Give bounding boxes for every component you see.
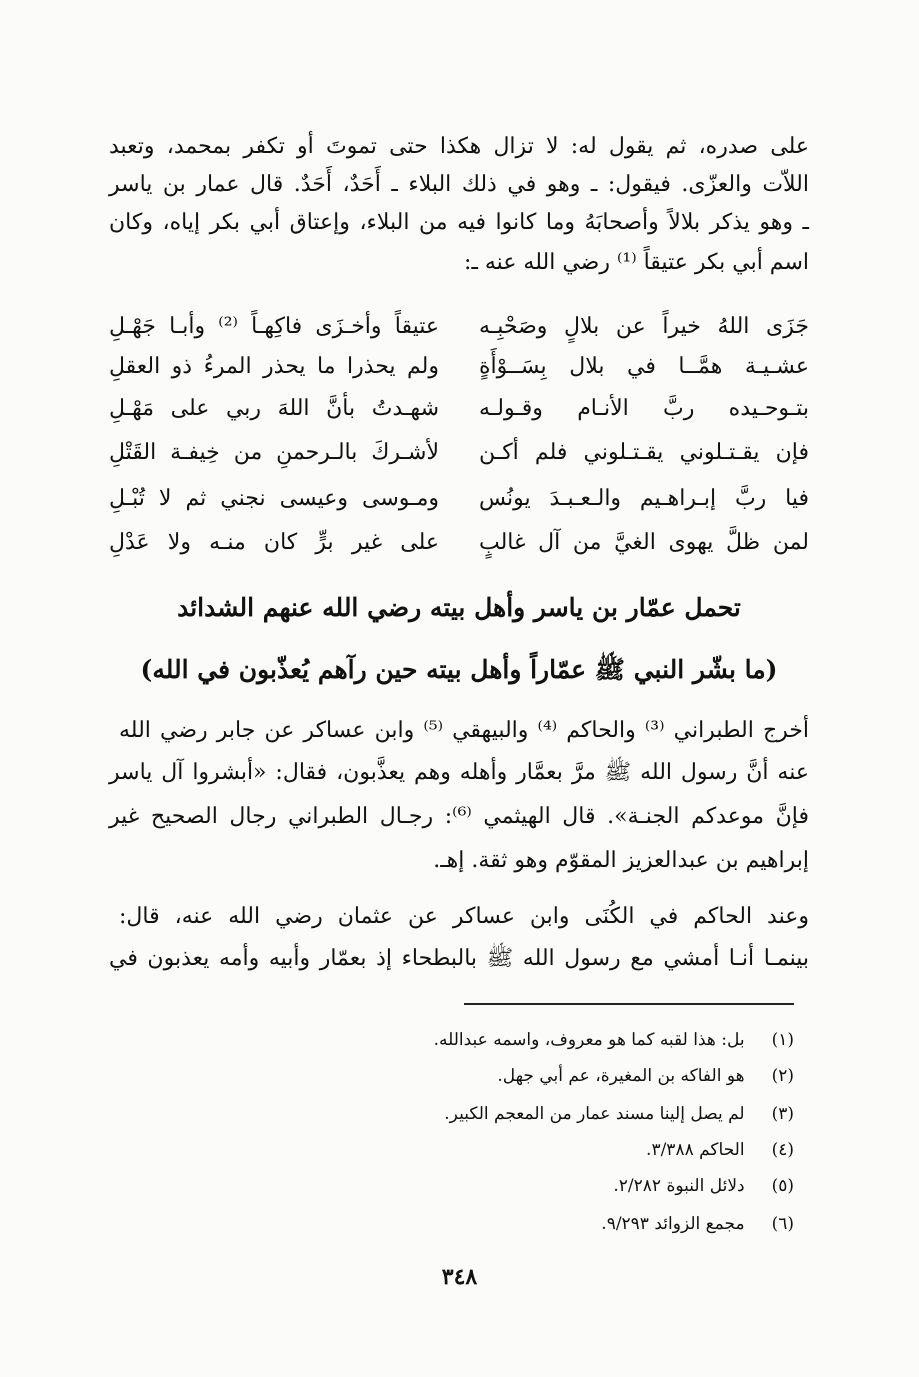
poem-second-hemistich: شهـدتُ بأنَّ اللهَ ربي على مَهْـلِ [109, 396, 439, 421]
footnote-text: هو الفاكه بن المغيرة، عم أبي جهل. [497, 1066, 745, 1086]
body-line: إبراهيم بن عبدالعزيز المقوّم وهو ثقة. إهـ. [433, 848, 809, 873]
footnote-number: (٤) [771, 1140, 794, 1160]
footnote [114, 1024, 794, 1056]
body-line: فإنَّ موعدكم الجنـة». قال الهيثمي ⁽⁶⁾: رجـال الطبراني رجال الصحيح غير [109, 804, 809, 829]
poem-first-hemistich: بتـوحـيده ربَّ الأنـام وقـولـه [479, 396, 809, 421]
footnote [114, 1208, 794, 1240]
poem-second-hemistich: على غير برٍّ كان منـه ولا عَدْلِ [109, 530, 439, 555]
footnote-number: (٣) [771, 1104, 794, 1124]
footnote-text: مجمع الزوائد ٩/٢٩٣. [601, 1214, 745, 1234]
footnote-text: دلائل النبوة ٢/٢٨٢. [613, 1176, 745, 1196]
poem-first-hemistich: لمن ظلَّ يهوى الغيَّ من آل غالبٍ [479, 530, 809, 555]
poem-verse [109, 308, 809, 346]
body-line: عنه أنَّ رسول الله ﷺ مرَّ بعمَّار وأهله وهم يعذَّبون، فقال: «أبشروا آل ياسر [109, 760, 809, 785]
body-line: بينمـا أنـا أمشي مع رسول الله ﷺ بالبطحاء إذ بعمّار وأبيه وأمه يعذبون في [109, 946, 809, 971]
body-line: اللاّت والعزّى. فيقول: ـ وهو في ذلك البلاء ـ أَحَدٌ، أَحَدٌ. قال عمار بن ياسر [109, 172, 809, 197]
poem-first-hemistich: جَزَى اللهُ خيراً عن بلالٍ وصَحْبِـه [479, 314, 809, 339]
poem-verse [109, 348, 809, 386]
footnote-text: لم يصل إلينا مسند عمار من المعجم الكبير. [444, 1104, 745, 1124]
poem-verse [109, 524, 809, 562]
body-line: اسم أبي بكر عتيقاً ⁽¹⁾ رضي الله عنه ـ: [464, 250, 809, 275]
section-title: تحمل عمّار بن ياسر وأهل بيته رضي الله عنهم الشدائد [177, 593, 741, 622]
section-subtitle: (ما بشّر النبي ﷺ عمّاراً وأهل بيته حين رآهم يُعذّبون في الله) [140, 655, 778, 684]
poem-second-hemistich: لأشـركَ بالـرحمنِ من خِيفـة القَتْلِ [109, 440, 439, 465]
footnote-text: بل: هذا لقبه كما هو معروف، واسمه عبدالله. [433, 1030, 745, 1050]
footnote-number: (١) [771, 1030, 794, 1050]
page-number: ٣٤٨ [441, 1264, 478, 1290]
poem-verse [109, 434, 809, 472]
poem-second-hemistich: ولم يحذرا ما يحذر المرءُ ذو العقلِ [109, 354, 439, 379]
poem-second-hemistich: ومـوسى وعيسى نجني ثم لا تُبْـلِ [109, 486, 439, 511]
footnote [114, 1098, 794, 1130]
poem-first-hemistich: فإن يقـتـلوني يقـتـلوني فلم أكـن [479, 440, 809, 465]
body-line: وعند الحاكم في الكُنَى وابن عساكر عن عثمان رضي الله عنه، قال: [119, 904, 809, 929]
footnote-number: (٦) [771, 1214, 794, 1234]
body-line: على صدره، ثم يقول له: لا تزال هكذا حتى تموتَ أو تكفر بمحمد، وتعبد [109, 134, 809, 159]
body-line: ـ وهو يذكر بلالاً وأصحابَهُ وما كانوا فيه من البلاء، وإعتاق أبي بكر إياه، وكان [109, 210, 809, 235]
footnote-text: الحاكم ٣/٣٨٨. [646, 1140, 745, 1160]
poem-first-hemistich: فيا ربَّ إبـراهـيم والـعـبـدَ يونُس [479, 486, 809, 511]
footnote [114, 1170, 794, 1202]
body-line: أخرج الطبراني ⁽³⁾ والحاكم ⁽⁴⁾ والبيهقي ⁽⁵⁾ وابن عساكر عن جابر رضي الله [119, 718, 809, 743]
poem-verse [109, 480, 809, 518]
footnote [114, 1060, 794, 1092]
footnote-number: (٢) [771, 1066, 794, 1086]
footnote-number: (٥) [771, 1176, 794, 1196]
poem-verse [109, 390, 809, 428]
poem-first-hemistich: عشـيـة همَّــا في بلال بِسَــوْأَةٍ [479, 354, 809, 379]
poem-second-hemistich: عتيقاً وأخـزَى فاكِهـاً ⁽²⁾ وأبـا جَهْـلِ [109, 314, 439, 339]
footnote [114, 1134, 794, 1166]
footnote-separator [464, 1003, 794, 1005]
